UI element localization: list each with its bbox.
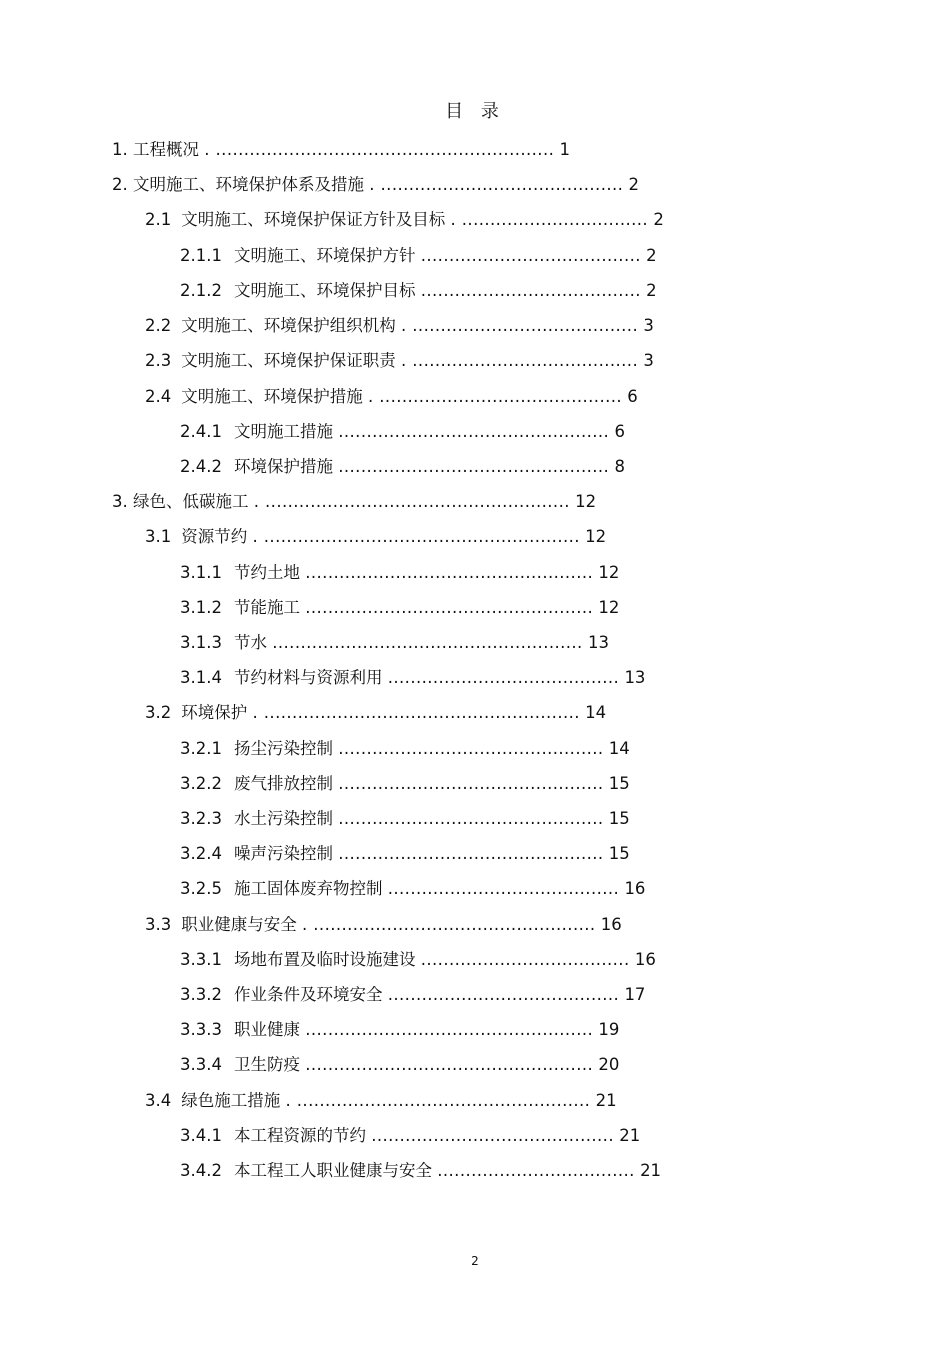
toc-entry-title: 水土污染控制 (233, 809, 333, 828)
toc-entry-page: 14 (608, 739, 630, 758)
toc-leader: . ...................................................... (253, 492, 570, 511)
toc-entry-number: 3.4.2 (180, 1161, 222, 1180)
toc-entry-page: 13 (624, 668, 646, 687)
toc-leader: . ................................. (450, 210, 649, 229)
toc-entry[interactable] (180, 561, 619, 585)
toc-entry-number: 3.2.3 (180, 809, 222, 828)
toc-entry-page: 20 (598, 1055, 620, 1074)
toc-entry-number: 3.2.1 (180, 739, 222, 758)
toc-leader: ....................................... (420, 281, 641, 300)
toc-entry[interactable] (145, 349, 654, 373)
toc-leader: ......................................... (387, 668, 620, 687)
toc-leader: ..................................... (420, 950, 630, 969)
toc-leader: . ........................................ (401, 316, 639, 335)
toc-entry-title: 作业条件及环境安全 (233, 985, 383, 1004)
toc-entry-page: 2 (628, 175, 640, 194)
toc-entry-page: 21 (619, 1126, 641, 1145)
toc-entry[interactable] (145, 314, 654, 338)
toc-entry-title: 文明施工、环境保护保证职责 (181, 351, 396, 370)
toc-entry[interactable] (180, 807, 630, 831)
toc-entry-title: 环境保护措施 (233, 457, 333, 476)
toc-entry-title: 工程概况 (133, 140, 199, 159)
toc-leader: . .................................................... (285, 1091, 591, 1110)
toc-entry-title: 职业健康与安全 (181, 915, 297, 934)
toc-entry-number: 2.4.2 (180, 457, 222, 476)
toc-entry-page: 6 (627, 387, 638, 406)
toc-leader: ....................................... (420, 246, 641, 265)
toc-entry-page: 13 (587, 633, 609, 652)
toc-entry-number: 3.3 (145, 915, 172, 934)
toc-entry-number: 3. (112, 492, 128, 511)
toc-entry-page: 15 (608, 809, 630, 828)
toc-entry[interactable] (180, 244, 657, 268)
toc-entry-title: 本工程工人职业健康与安全 (233, 1161, 432, 1180)
toc-leader: ................................................... (305, 563, 594, 582)
toc-entry-title: 文明施工、环境保护组织机构 (181, 316, 396, 335)
toc-entry-page: 8 (614, 457, 625, 476)
toc-entry-page: 15 (608, 774, 630, 793)
toc-entry-number: 2.1.2 (180, 281, 222, 300)
toc-entry[interactable] (180, 455, 625, 479)
toc-entry-number: 3.4.1 (180, 1126, 222, 1145)
toc-entry-number: 2.2 (145, 316, 172, 335)
toc-entry[interactable] (180, 948, 656, 972)
toc-entry-page: 17 (624, 985, 646, 1004)
toc-entry-number: 3.1.3 (180, 633, 222, 652)
toc-entry-page: 1 (559, 140, 570, 159)
toc-leader: ............................................... (338, 809, 604, 828)
toc-entry-title: 文明施工、环境保护措施 (181, 387, 363, 406)
toc-entry-title: 废气排放控制 (233, 774, 333, 793)
toc-entry-page: 12 (598, 598, 620, 617)
toc-entry[interactable] (180, 877, 645, 901)
toc-entry-title: 本工程资源的节约 (233, 1126, 366, 1145)
toc-entry-page: 3 (643, 351, 654, 370)
toc-entry-number: 3.2.5 (180, 879, 222, 898)
toc-leader: ................................................... (305, 598, 594, 617)
toc-entry[interactable] (180, 279, 657, 303)
toc-entry-page: 2 (653, 210, 664, 229)
toc-leader: . ........................................................ (252, 703, 580, 722)
toc-entry[interactable] (180, 596, 619, 620)
toc-leader: ............................................... (338, 739, 604, 758)
toc-entry-page: 3 (643, 316, 654, 335)
toc-leader: . ........................................................ (252, 527, 580, 546)
toc-leader: . ........................................... (369, 175, 624, 194)
toc-leader: ....................................................... (272, 633, 583, 652)
toc-entry-title: 文明施工、环境保护体系及措施 (133, 175, 364, 194)
toc-entry-number: 3.3.4 (180, 1055, 222, 1074)
toc-entry[interactable] (112, 490, 596, 514)
toc-entry-number: 3.1.1 (180, 563, 222, 582)
toc-entry[interactable] (112, 138, 570, 162)
toc-leader: ................................... (437, 1161, 635, 1180)
toc-leader: ............................................... (338, 844, 604, 863)
toc-entry-title: 扬尘污染控制 (233, 739, 333, 758)
toc-entry[interactable] (145, 1089, 617, 1113)
toc-entry-page: 2 (646, 281, 657, 300)
toc-entry-number: 2.3 (145, 351, 172, 370)
toc-entry-number: 3.3.2 (180, 985, 222, 1004)
toc-entry-title: 施工固体废弃物控制 (233, 879, 383, 898)
toc-entry[interactable] (180, 666, 645, 690)
toc-leader: ................................................... (305, 1055, 594, 1074)
toc-entry-page: 6 (614, 422, 625, 441)
toc-entry[interactable] (180, 631, 609, 655)
toc-entry-title: 绿色、低碳施工 (133, 492, 249, 511)
toc-entry-number: 3.1.4 (180, 668, 222, 687)
toc-entry-title: 节能施工 (233, 598, 300, 617)
toc-entry[interactable] (180, 737, 630, 761)
toc-entry-page: 12 (585, 527, 607, 546)
toc-leader: . ........................................ (401, 351, 639, 370)
toc-entry[interactable] (145, 208, 664, 232)
toc-leader: ................................................... (305, 1020, 594, 1039)
toc-entry-title: 节约材料与资源利用 (233, 668, 383, 687)
toc-entry-page: 16 (634, 950, 656, 969)
toc-entry[interactable] (180, 842, 630, 866)
toc-entry[interactable] (180, 1018, 619, 1042)
toc-entry-number: 2.4 (145, 387, 172, 406)
toc-entry-page: 19 (598, 1020, 620, 1039)
toc-entry[interactable] (180, 420, 625, 444)
toc-entry-title: 文明施工、环境保护目标 (233, 281, 416, 300)
toc-entry[interactable] (145, 913, 622, 937)
toc-entry[interactable] (180, 1159, 661, 1183)
toc-entry-page: 16 (600, 915, 622, 934)
toc-entry-number: 3.3.3 (180, 1020, 222, 1039)
toc-entry-title: 绿色施工措施 (181, 1091, 281, 1110)
toc-entry-title: 场地布置及临时设施建设 (233, 950, 416, 969)
toc-entry[interactable] (145, 525, 606, 549)
toc-leader: . ............................................................ (204, 140, 555, 159)
toc-title: 目 录 (445, 101, 505, 122)
toc-entry-page: 15 (608, 844, 630, 863)
toc-entry-title: 节约土地 (233, 563, 300, 582)
toc-leader: ......................................... (387, 985, 620, 1004)
toc-entry-page: 2 (646, 246, 657, 265)
toc-entry-number: 3.1.2 (180, 598, 222, 617)
toc-entry-title: 文明施工、环境保护保证方针及目标 (181, 210, 446, 229)
toc-entry[interactable] (145, 701, 606, 725)
toc-entry-page: 21 (640, 1161, 662, 1180)
toc-entry-title: 文明施工、环境保护方针 (233, 246, 416, 265)
page-number: 2 (471, 1254, 479, 1268)
toc-entry-number: 2.1 (145, 210, 172, 229)
toc-leader: ............................................... (338, 774, 604, 793)
toc-entry-page: 14 (585, 703, 607, 722)
toc-entry-number: 3.1 (145, 527, 172, 546)
toc-entry-page: 16 (624, 879, 646, 898)
toc-entry[interactable] (112, 173, 639, 197)
toc-entry-title: 职业健康 (233, 1020, 300, 1039)
toc-entry-title: 卫生防疫 (233, 1055, 300, 1074)
toc-entry-number: 3.4 (145, 1091, 172, 1110)
toc-entry-title: 噪声污染控制 (233, 844, 333, 863)
toc-entry-page: 21 (595, 1091, 617, 1110)
toc-entry-number: 3.2.2 (180, 774, 222, 793)
toc-entry[interactable] (145, 385, 638, 409)
toc-entry-number: 3.2 (145, 703, 172, 722)
toc-entry-page: 12 (575, 492, 597, 511)
toc-entry[interactable] (180, 983, 645, 1007)
toc-leader: ................................................ (338, 422, 610, 441)
toc-leader: ........................................... (371, 1126, 614, 1145)
toc-entry-number: 2.4.1 (180, 422, 222, 441)
toc-entry-number: 2.1.1 (180, 246, 222, 265)
toc-leader: . .................................................. (302, 915, 596, 934)
toc-entry[interactable] (180, 1124, 640, 1148)
toc-leader: ................................................ (338, 457, 610, 476)
toc-entry-title: 文明施工措施 (233, 422, 333, 441)
toc-entry[interactable] (180, 1053, 619, 1077)
toc-entry-number: 2. (112, 175, 128, 194)
toc-leader: . ........................................... (368, 387, 623, 406)
toc-entry-title: 资源节约 (181, 527, 248, 546)
toc-entry[interactable] (180, 772, 630, 796)
toc-entry-title: 节水 (233, 633, 267, 652)
toc-entry-title: 环境保护 (181, 703, 248, 722)
toc-entry-number: 3.3.1 (180, 950, 222, 969)
toc-leader: ......................................... (387, 879, 620, 898)
toc-entry-page: 12 (598, 563, 620, 582)
toc-entry-number: 1. (112, 140, 128, 159)
toc-entry-number: 3.2.4 (180, 844, 222, 863)
